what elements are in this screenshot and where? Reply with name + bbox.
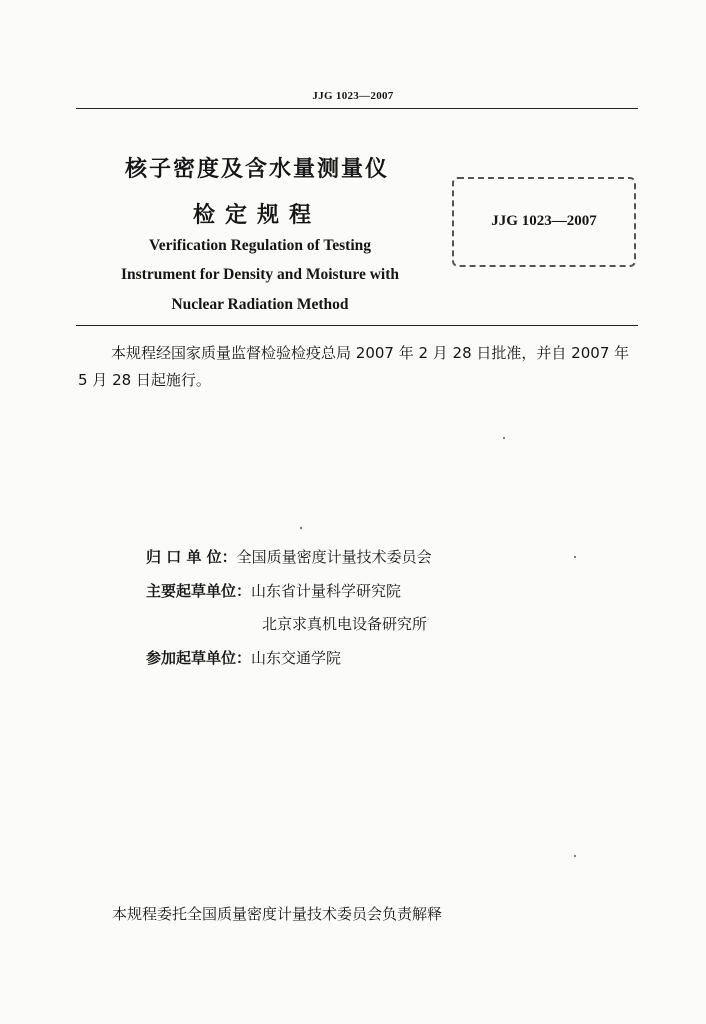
approval-statement: 本规程经国家质量监督检验检疫总局 2007 年 2 月 28 日批准，并自 2007 年 5 月 28 日起施行。 [78, 344, 630, 389]
responsible-unit-row [146, 546, 432, 567]
responsible-unit-value: 全国质量密度计量技术委员会 [236, 548, 432, 566]
title-english-line1: Verification Regulation of Testing [148, 237, 372, 254]
standard-code-box-text: JJG 1023—2007 [491, 213, 597, 229]
interpretation-note: 本规程委托全国质量密度计量技术委员会负责解释 [112, 905, 443, 923]
main-drafting-unit-row-2 [146, 613, 427, 634]
scan-speck [574, 855, 576, 857]
header-rule [76, 108, 638, 109]
scan-speck [574, 556, 576, 558]
main-drafting-unit-value-1: 山东省计量科学研究院 [251, 582, 402, 600]
scan-speck [503, 437, 505, 439]
participating-unit-value: 山东交通学院 [251, 649, 342, 667]
main-drafting-unit-value-2: 北京求真机电设备研究所 [262, 615, 428, 633]
responsible-unit-label: 归 口 单 位： [146, 548, 237, 566]
title-chinese-line2: 检定规程 [192, 203, 321, 228]
participating-unit-row [146, 647, 341, 668]
main-drafting-unit-row [146, 580, 401, 601]
title-english-line3: Nuclear Radiation Method [171, 296, 349, 313]
title-chinese-line1: 核子密度及含水量测量仪 [124, 157, 389, 182]
participating-unit-label: 参加起草单位： [146, 649, 252, 667]
title-english-line2: Instrument for Density and Moisture with [120, 266, 399, 283]
main-drafting-unit-label: 主要起草单位： [146, 582, 252, 600]
title-bottom-rule [76, 325, 638, 326]
header-standard-code: JJG 1023—2007 [312, 90, 394, 102]
scan-speck [300, 527, 302, 529]
